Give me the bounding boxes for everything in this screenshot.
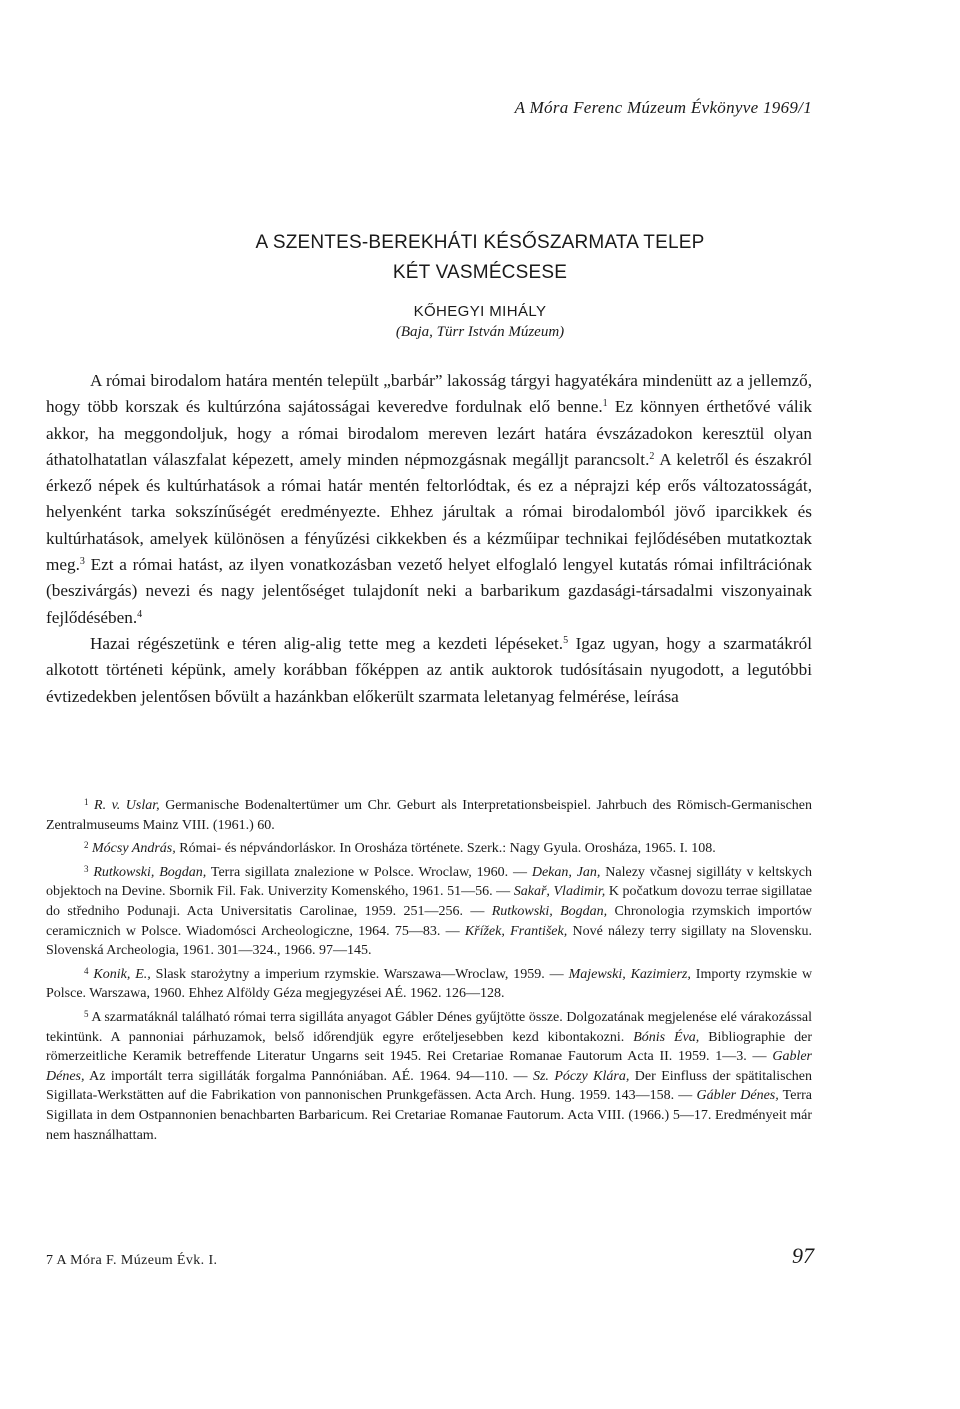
body-paragraph-1 (46, 368, 812, 631)
body-sentence: A római birodalom határa mentén települt „barbár” lakosság tárgyi hagyatékára mindenütt az a jellemző, hogy több korszak és kultúrzóna sajátosságai keveredve fordulnak elő benne. (46, 371, 812, 417)
footnote-mark[interactable]: 1 (602, 398, 608, 410)
body-sentence: Hazai régészetünk e téren alig-alig tette meg a kezdeti lépéseket. (90, 633, 564, 653)
cited-author: Rutkowski, Bogdan, (93, 864, 207, 880)
citation-text: A szarmatáknál található római terra sigilláta anyagot Gábler Dénes gyűjtötte össze. Dolgozatának megjelenése elé várakozással tekintünk. A pannoniai párhuzamok, belső időrendjük egyre erőteljesebben kezd kibontakozni. (46, 1009, 813, 1045)
citation-text: Bibliographie der römerzeitliche Keramik betreffende Literatur Ungarns seit 1945. Rei Cretariae Romanae Fautorum Acta II. 1959. 1—3. — (46, 1029, 812, 1065)
article-title-line-2: KÉT VASMÉCSESE (392, 262, 568, 283)
footnote-mark[interactable]: 4 (137, 608, 143, 620)
footnote-number: 1 (84, 797, 89, 807)
footnotes (46, 796, 812, 1149)
cited-author: R. v. Uslar, (94, 798, 160, 813)
cited-author: Dekan, Jan, (531, 864, 601, 880)
cited-author: Křížek, František, (464, 923, 568, 939)
citation-text: Germanische Bodenaltertümer um Chr. Geburt als Interpretationsbeispiel. Jahrbuch des Römisch-Germanischen Zentralmuseums Mainz VIII. (1961.) 60. (46, 798, 813, 833)
cited-author: Majewski, Kazimierz, (568, 966, 691, 982)
footnote-mark[interactable]: 2 (649, 450, 655, 462)
citation-text: Az importált terra sigilláták forgalma Pannóniában. AÉ. 1964. 94—110. — (89, 1068, 528, 1084)
cited-author: Gabler Dénes, (46, 1049, 812, 1084)
body-text (46, 368, 812, 710)
page-number: 97 (792, 1243, 814, 1268)
journal-header: A Móra Ferenc Múzeum Évkönyve 1969/1 (514, 98, 812, 117)
footnote-number: 2 (84, 840, 89, 851)
footnote-4 (46, 965, 812, 1004)
cited-author: Gábler Dénes, (696, 1088, 779, 1104)
citation-text: Nové nálezy terry sigillaty na Slovensku. Slovenská Archeologia, 1961. 301—324., 1966. 97—145. (46, 923, 812, 959)
footnote-number: 5 (84, 1008, 89, 1019)
citation-text: K počatkum dovozu terrae sigillatae do středniho Podunaji. Acta Universitatis Carolinae, 1959. 251—256. — (46, 884, 813, 919)
footer-signature: 7 A Móra F. Múzeum Évk. I. (46, 1253, 218, 1268)
citation-text: Chronologia rzymskich importów ceramicznich w Polsce. Wiadomósci Archeologiczne, 1964. 75—83. — (46, 903, 812, 939)
footnote-mark[interactable]: 5 (563, 634, 569, 646)
author-affiliation: (Baja, Türr István Múzeum) (395, 324, 565, 340)
footnote-number: 4 (84, 965, 89, 976)
body-sentence: Igaz ugyan, hogy a szarmatákról alkotott történeti képünk, amely korábban főképpen az antik auktorok tudósításain nyugodott, a legutóbbi évtizedekben jelentősen bővült a hazánkban előkerült szarmata leletanyag felmérése, leírása (46, 633, 812, 706)
cited-author: Rutkowski, Bogdan, (491, 903, 608, 919)
footnote-3 (46, 863, 812, 961)
footnote-2 (46, 839, 812, 859)
citation-text: Importy rzymskie w Polsce. Warszawa, 1960. Ehhez Alföldy Géza megjegyzései AÉ. 1962. 126—128. (46, 966, 813, 1002)
citation-text: Slask starożytny a imperium rzymskie. Warszawa—Wroclaw, 1959. — (155, 966, 564, 982)
cited-author: Sz. Póczy Klára, (532, 1068, 630, 1084)
citation-text: Nalezy včasnej sigilláty v keltskych objektoch na Devine. Sbornik Fil. Fak. Univerzity Komenského, 1961. 51—56. — (46, 864, 813, 900)
body-sentence: Ezt a római hatást, az ilyen vonatkozásban vezető helyet elfoglaló lengyel kutatás római infiltrációnak (beszivárgás) nevezi és nagy jelentőséget tulajdonít neki a barbarikum gazdasági-társadalmi viszonyainak fejlődésében. (46, 555, 812, 627)
cited-author: Bónis Éva, (633, 1029, 700, 1045)
citation-text: Római- és népvándorláskor. In Orosháza története. Szerk.: Nagy Gyula. Orosháza, 1965. I. 108. (179, 841, 716, 857)
footnote-5 (46, 1008, 812, 1145)
title-block (0, 228, 960, 341)
cited-author: Mócsy András, (92, 841, 176, 857)
citation-text: Terra sigillata znalezione w Polsce. Wroclaw, 1960. — (210, 864, 527, 880)
footnote-mark[interactable]: 3 (79, 556, 85, 568)
citation-text: Terra Sigillata in dem Ostpannonien benachbarten Barbaricum. Rei Cretariae Romanae Fautorum. Acta VIII. (1966.) 5—17. Eredményeit már nem használhattam. (46, 1088, 812, 1143)
author-name: KŐHEGYI MIHÁLY (413, 303, 547, 320)
article-title-line-1: A SZENTES-BEREKHÁTI KÉSŐSZARMATA TELEP (255, 232, 705, 253)
citation-text: Der Einfluss der spätitalischen Sigillata-Werkstätten auf die Fabrikation von pannonischen Prunkgefässen. Acta Arch. Hung. 1959. 143—158. — (46, 1068, 812, 1104)
footnote-1 (46, 796, 812, 835)
footnote-number: 3 (84, 863, 89, 874)
cited-author: Konik, E., (93, 966, 151, 982)
body-paragraph-2 (46, 631, 812, 710)
body-sentence: A keletről és északról érkező népek és kultúrhatások a római határ mentén feltorlódtak, és ez a néprajzi kép erős változatosságát, helyenként tarka sokszínűségét eredményezte. Ehhez járultak a római birodalomból jövő iparcikkek és kultúrhatások, amelyek különösen a fényűzési cikkekben és a kézműipar technikai fejlődésében mutatkoztak meg. (46, 449, 812, 575)
cited-author: Sakař, Vladimir, (513, 884, 606, 900)
body-sentence: Ez könnyen érthetővé válik akkor, ha meggondoljuk, hogy a római birodalom mereven lezárt határa évszázadokon keresztül olyan áthatolhatatlan válaszfalat képezett, amely minden népmozgásnak megálljt parancsolt. (46, 397, 813, 469)
